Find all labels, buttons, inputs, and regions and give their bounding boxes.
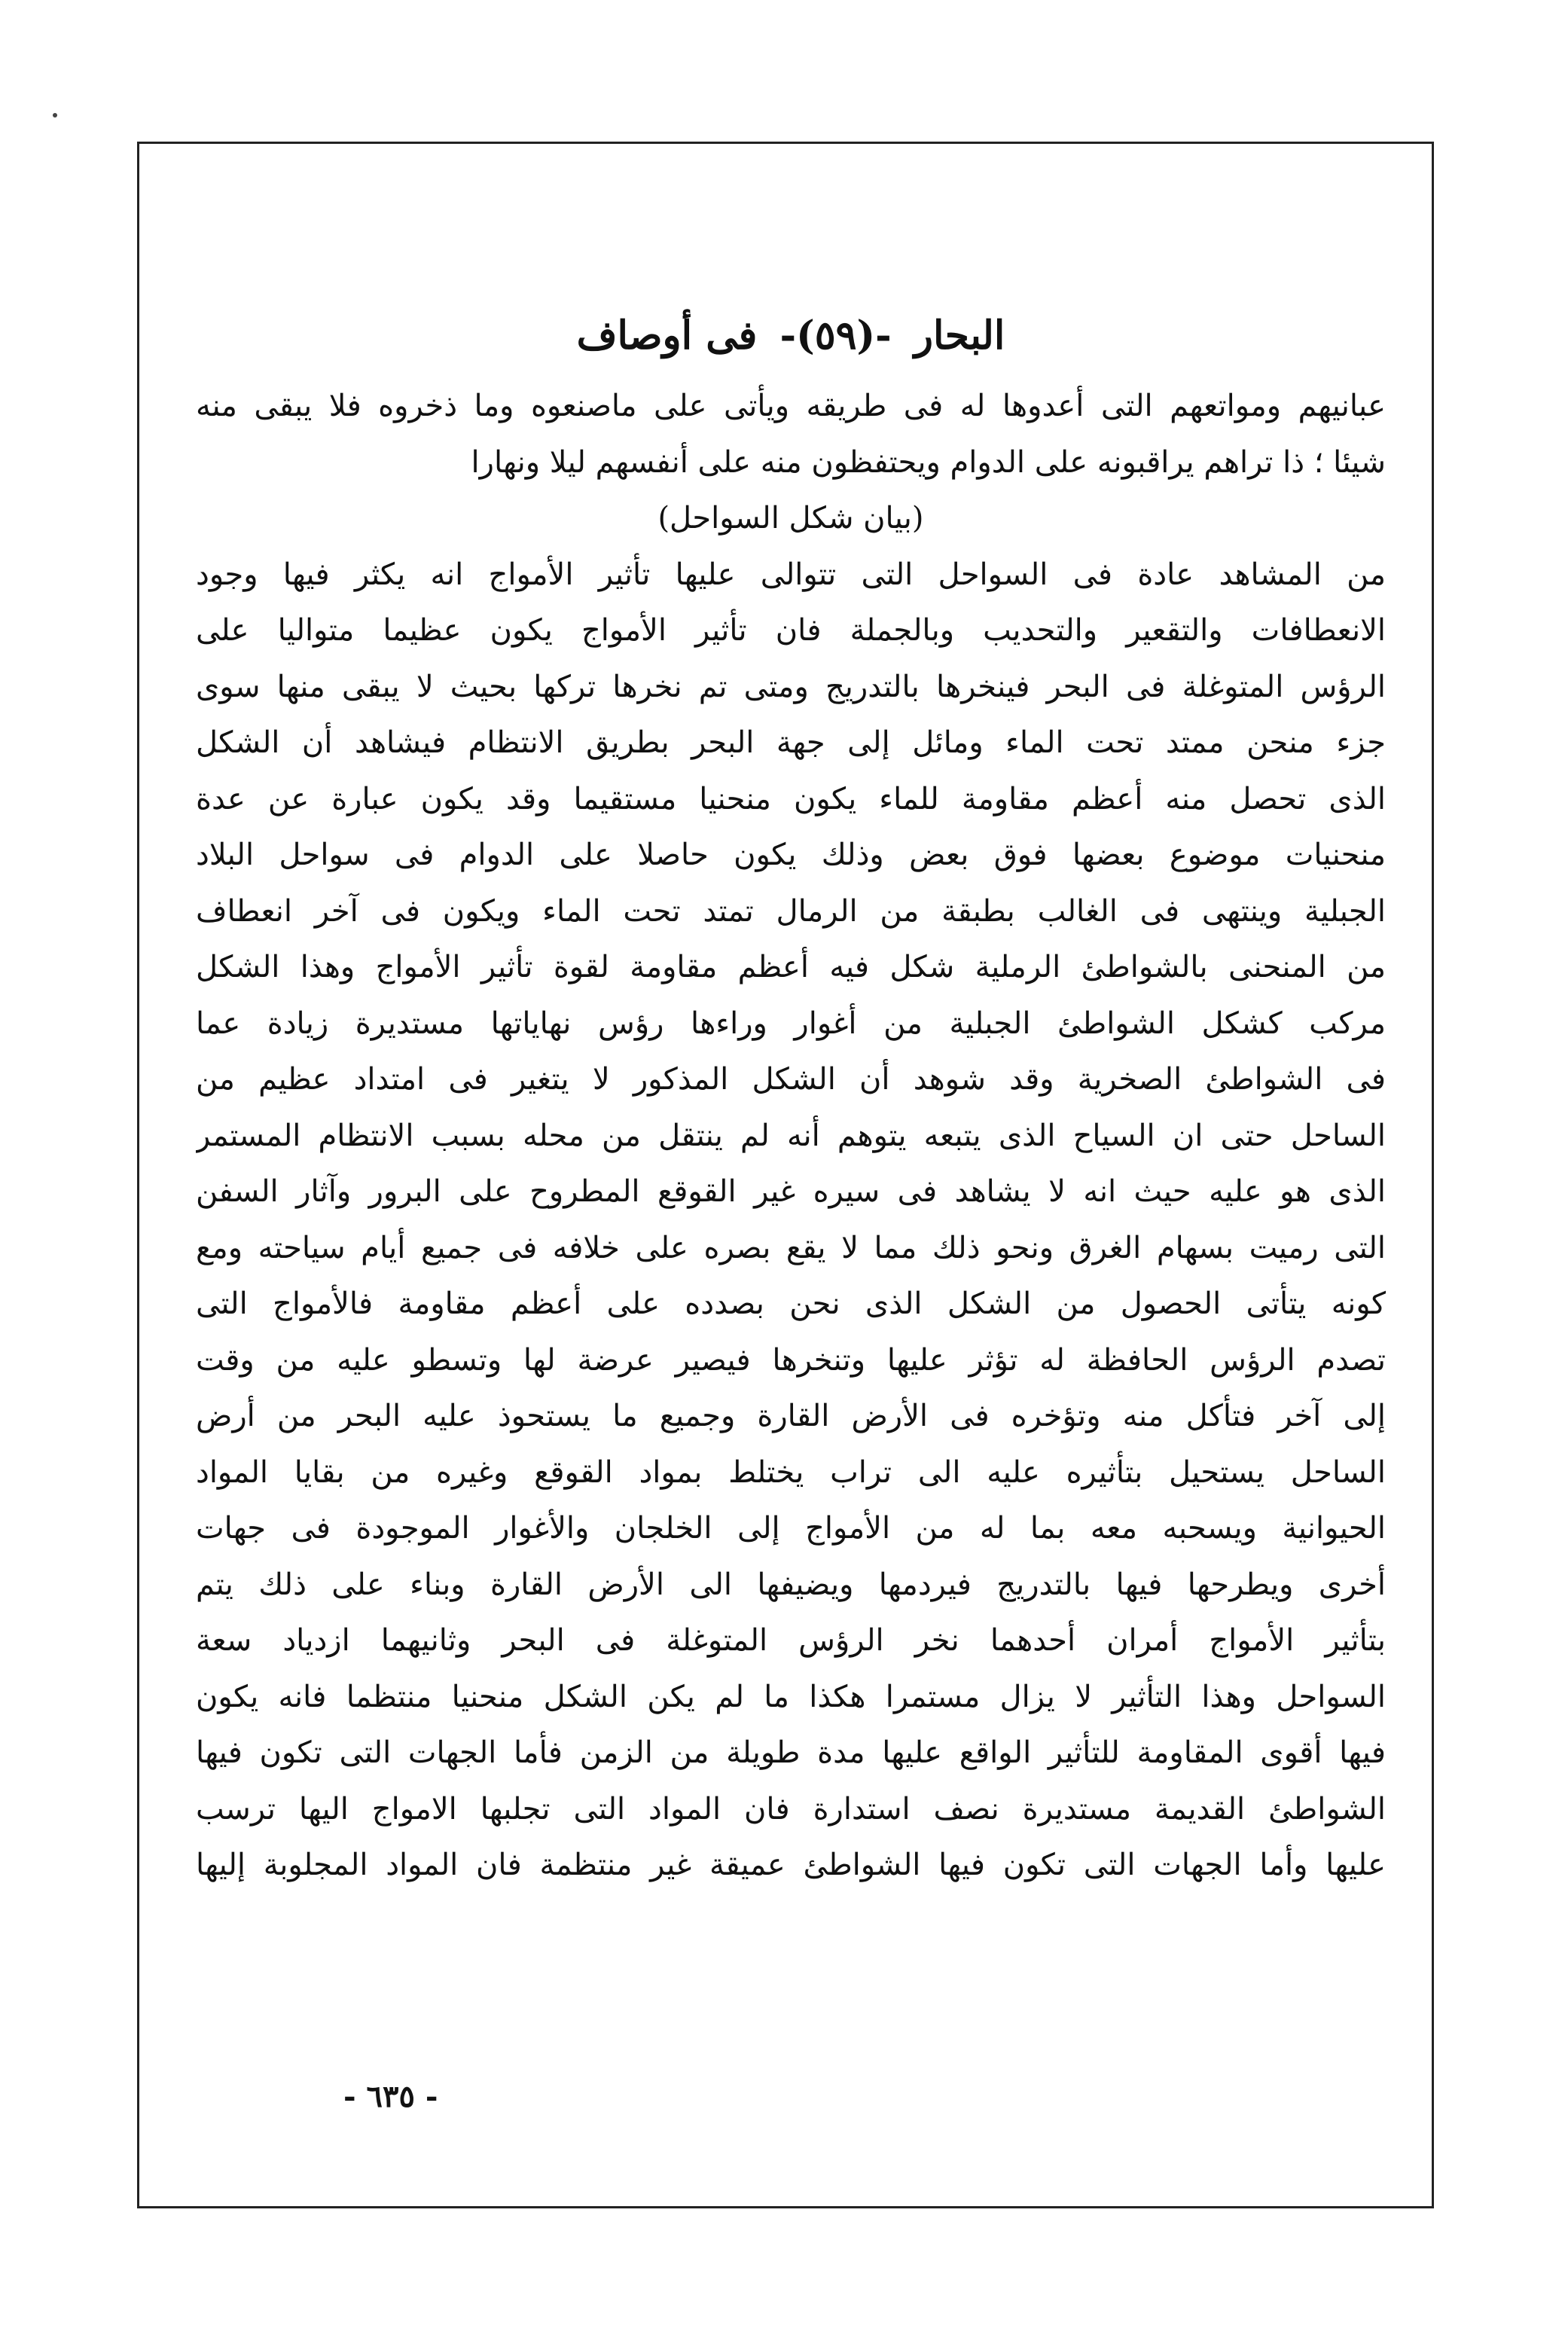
text-line: تصدم الرؤس الحافظة له تؤثر عليها وتنخرها فيصير عرضة لها وتسطو عليه من وقت [196, 1342, 1386, 1378]
text-line: الساحل يستحيل بتأثيره عليه الى تراب يختلط بمواد القوقع وغيره من بقايا المواد [196, 1454, 1386, 1490]
text-line: الجبلية وينتهى فى الغالب بطبقة من الرمال تمتد تحت الماء ويكون فى آخر انعطاف [196, 893, 1386, 929]
text-line: الساحل حتى ان السياح الذى يتبعه يتوهم أنه لم ينتقل من محله بسبب الانتظام المستمر [196, 1118, 1386, 1153]
text-line: بتأثير الأمواج أمران أحدهما نخر الرؤس المتوغلة فى البحر وثانيهما ازدياد سعة [196, 1623, 1386, 1658]
text-line: منحنيات موضوع بعضها فوق بعض وذلك يكون حاصلا على الدوام فى سواحل البلاد [196, 838, 1386, 872]
text-line: جزء منحن ممتد تحت الماء ومائل إلى جهة البحر بطريق الانتظام فيشاهد أن الشكل [196, 725, 1386, 760]
stray-ink-dot [53, 113, 57, 118]
text-line: إلى آخر فتأكل منه وتؤخره فى الأرض القارة وجميع ما يستحوذ عليه البحر من أرض [196, 1399, 1386, 1433]
text-line: أخرى ويطرحها فيها بالتدريج فيردمها ويضيفها الى الأرض القارة وبناء على ذلك يتم [196, 1567, 1386, 1602]
running-header [196, 309, 1386, 363]
text-line: التى رميت بسهام الغرق ونحو ذلك مما لا يقع بصره على خلافه فى جميع أيام سياحته ومع [196, 1230, 1386, 1265]
header-title-left: فى أوصاف [576, 313, 758, 359]
text-line: كونه يتأتى الحصول من الشكل الذى نحن بصدده على أعظم مقاومة فالأمواج التى [196, 1286, 1386, 1321]
text-line: فيها أقوى المقاومة للتأثير الواقع عليها مدة طويلة من الزمن فأما الجهات التى تكون فيها [196, 1735, 1386, 1770]
text-line: فى الشواطئ الصخرية وقد شوهد أن الشكل المذكور لا يتغير فى امتداد عظيم من [196, 1062, 1386, 1097]
page-number: - ٦٣٥ - [343, 2079, 438, 2114]
text-line: عبانيهم ومواتعهم التى أعدوها له فى طريقه ويأتى على ماصنعوه وما ذخروه فلا يبقى منه [196, 389, 1386, 423]
text-line: الرؤس المتوغلة فى البحر فينخرها بالتدريج ومتى تم نخرها تركها بحيث لا يبقى منها سوى [196, 669, 1386, 704]
text-line: السواحل وهذا التأثير لا يزال مستمرا هكذا ما لم يكن الشكل منحنيا منتظما فانه يكون [196, 1679, 1386, 1714]
text-line: الذى تحصل منه أعظم مقاومة للماء يكون منحنيا مستقيما وقد يكون عبارة عن عدة [196, 781, 1386, 816]
text-line: مركب كشكل الشواطئ الجبلية من أغوار وراءها رؤس نهاياتها مستديرة زيادة عما [196, 1006, 1386, 1041]
text-line: عليها وأما الجهات التى تكون فيها الشواطئ عميقة غير منتظمة فان المواد المجلوبة إليها [196, 1848, 1386, 1882]
text-line: الذى هو عليه حيث انه لا يشاهد فى سيره غير القوقع المطروح على البرور وآثار السفن [196, 1174, 1386, 1209]
text-line: الانعطافات والتقعير والتحديب وبالجملة فان تأثير الأمواج يكون عظيما متواليا على [196, 613, 1386, 648]
text-line: شيئا ؛ ذا تراهم يراقبونه على الدوام ويحتفظون منه على أنفسهم ليلا ونهارا [471, 444, 1386, 480]
text-line: الحيوانية ويسحبه معه بما له من الأمواج إلى الخلجان والأغوار الموجودة فى جهات [196, 1511, 1386, 1546]
header-chapter-number: -(٥٩)- [779, 313, 892, 359]
body-lines [196, 378, 1386, 1894]
text-line: الشواطئ القديمة مستديرة نصف استدارة فان المواد التى تجلبها الامواج اليها ترسب [196, 1791, 1386, 1827]
text-line: من المشاهد عادة فى السواحل التى تتوالى عليها تأثير الأمواج انه يكثر فيها وجود [196, 557, 1386, 592]
section-heading: (بيان شكل السواحل) [657, 501, 924, 536]
text-line: من المنحنى بالشواطئ الرملية شكل فيه أعظم مقاومة لقوة تأثير الأمواج وهذا الشكل [196, 950, 1386, 984]
header-title-right: البحار [914, 313, 1005, 359]
